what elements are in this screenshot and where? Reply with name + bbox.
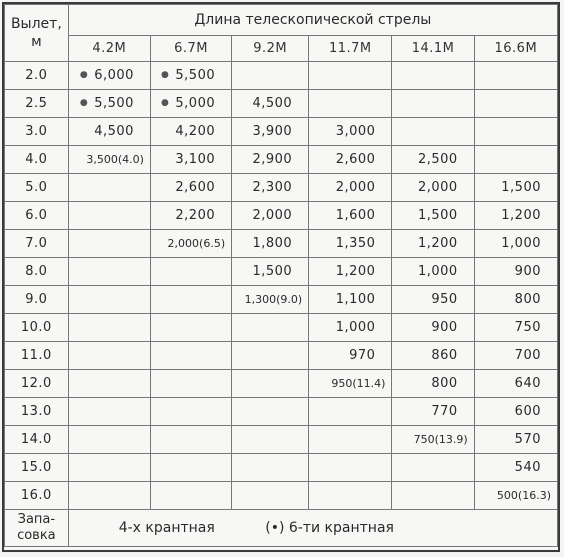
table-row	[5, 454, 558, 482]
capacity-cell	[474, 146, 557, 174]
capacity-cell	[392, 118, 474, 146]
capacity-cell	[68, 90, 150, 118]
capacity-cell	[474, 202, 557, 230]
capacity-cell	[474, 118, 557, 146]
capacity-cell	[474, 174, 557, 202]
table-row	[5, 118, 558, 146]
capacity-cell	[150, 314, 231, 342]
capacity-cell	[232, 146, 309, 174]
legend-6-part: (•) 6-ти крантная	[265, 520, 394, 536]
capacity-cell	[150, 370, 231, 398]
radius-cell: 6.0	[5, 202, 69, 230]
capacity-cell	[232, 398, 309, 426]
radius-cell: 16.0	[5, 482, 69, 510]
capacity-cell	[392, 342, 474, 370]
capacity-cell	[392, 370, 474, 398]
capacity-value: 800	[514, 292, 541, 307]
table-row	[5, 202, 558, 230]
table-row	[5, 426, 558, 454]
capacity-cell	[474, 314, 557, 342]
capacity-cell	[150, 482, 231, 510]
legend-4-part: 4-х крантная	[118, 520, 215, 536]
capacity-value: 4,500	[94, 124, 134, 139]
capacity-value: 640	[514, 376, 541, 391]
capacity-cell	[232, 370, 309, 398]
capacity-value: 600	[514, 404, 541, 419]
radius-cell: 14.0	[5, 426, 69, 454]
six-part-marker-icon: ●	[161, 98, 170, 108]
capacity-value: 1,200	[501, 208, 541, 223]
footer-row	[5, 510, 558, 547]
capacity-cell	[232, 62, 309, 90]
capacity-cell	[150, 90, 231, 118]
capacity-cell	[232, 230, 309, 258]
capacity-cell	[309, 230, 392, 258]
capacity-cell	[474, 230, 557, 258]
capacity-value: 1,000	[417, 264, 458, 279]
capacity-cell	[68, 174, 150, 202]
capacity-value: 950	[431, 292, 458, 307]
capacity-cell	[309, 62, 392, 90]
table-row	[5, 342, 558, 370]
table-row	[5, 174, 558, 202]
capacity-cell	[309, 90, 392, 118]
capacity-cell	[150, 454, 231, 482]
capacity-cell	[474, 426, 557, 454]
capacity-value: 5,500	[94, 96, 134, 111]
table-row	[5, 398, 558, 426]
table-body	[5, 62, 558, 510]
capacity-cell	[309, 426, 392, 454]
boom-length-col: 16.6M	[474, 36, 557, 62]
radius-header-line2: м	[31, 34, 42, 50]
capacity-cell	[392, 398, 474, 426]
table-row	[5, 90, 558, 118]
capacity-cell	[68, 342, 150, 370]
boom-length-col: 4.2M	[68, 36, 150, 62]
table-row	[5, 370, 558, 398]
capacity-value: 1,800	[252, 236, 293, 251]
capacity-cell	[392, 90, 474, 118]
capacity-value: 2,000	[417, 180, 458, 195]
capacity-cell	[309, 314, 392, 342]
capacity-value: 1,300(9.0)	[244, 293, 303, 306]
capacity-cell	[309, 174, 392, 202]
capacity-value: 1,000	[501, 236, 541, 251]
capacity-cell	[150, 342, 231, 370]
capacity-value: 500(16.3)	[496, 489, 551, 502]
radius-cell: 2.0	[5, 62, 69, 90]
capacity-value: 700	[514, 348, 541, 363]
radius-cell: 2.5	[5, 90, 69, 118]
capacity-value: 2,200	[175, 208, 216, 223]
capacity-cell	[150, 398, 231, 426]
six-part-marker-icon: ●	[79, 98, 89, 108]
six-part-marker-icon: ●	[79, 70, 89, 80]
capacity-cell	[474, 342, 557, 370]
capacity-cell	[309, 370, 392, 398]
capacity-value: 4,500	[252, 96, 293, 111]
capacity-cell	[68, 454, 150, 482]
boom-length-col: 6.7M	[150, 36, 231, 62]
capacity-cell	[68, 482, 150, 510]
capacity-value: 1,100	[335, 292, 376, 307]
radius-header	[5, 5, 69, 62]
capacity-cell	[232, 454, 309, 482]
radius-cell: 15.0	[5, 454, 69, 482]
capacity-cell	[68, 62, 150, 90]
capacity-cell	[392, 426, 474, 454]
capacity-cell	[309, 146, 392, 174]
radius-cell: 11.0	[5, 342, 69, 370]
capacity-value: 750	[514, 320, 541, 335]
capacity-cell	[474, 482, 557, 510]
table-row	[5, 230, 558, 258]
capacity-value: 2,900	[252, 152, 293, 167]
capacity-cell	[309, 454, 392, 482]
capacity-value: 2,500	[417, 152, 458, 167]
capacity-cell	[232, 342, 309, 370]
capacity-cell	[392, 258, 474, 286]
capacity-cell	[309, 258, 392, 286]
capacity-cell	[232, 314, 309, 342]
capacity-cell	[232, 202, 309, 230]
capacity-value: 950(11.4)	[331, 377, 386, 390]
capacity-cell	[68, 146, 150, 174]
capacity-cell	[392, 202, 474, 230]
capacity-cell	[309, 342, 392, 370]
capacity-value: 5,000	[175, 96, 216, 111]
capacity-cell	[232, 286, 309, 314]
reeving-legend	[68, 510, 557, 547]
capacity-cell	[150, 62, 231, 90]
capacity-value: 1,200	[417, 236, 458, 251]
boom-length-header: Длина телескопической стрелы	[68, 5, 557, 36]
capacity-value: 3,000	[335, 124, 376, 139]
boom-length-col: 14.1M	[392, 36, 474, 62]
radius-cell: 10.0	[5, 314, 69, 342]
table-row	[5, 482, 558, 510]
capacity-cell	[68, 258, 150, 286]
capacity-value: 2,000(6.5)	[167, 237, 226, 250]
table-row	[5, 314, 558, 342]
capacity-value: 4,200	[175, 124, 216, 139]
capacity-value: 2,000	[335, 180, 376, 195]
boom-length-col: 11.7M	[309, 36, 392, 62]
capacity-cell	[150, 426, 231, 454]
capacity-value: 3,100	[175, 152, 216, 167]
capacity-cell	[232, 482, 309, 510]
capacity-cell	[392, 482, 474, 510]
capacity-cell	[150, 286, 231, 314]
reeving-label	[5, 510, 69, 547]
capacity-value: 1,000	[335, 320, 376, 335]
radius-cell: 4.0	[5, 146, 69, 174]
load-chart-sheet	[2, 2, 560, 552]
capacity-value: 1,500	[252, 264, 293, 279]
capacity-value: 770	[431, 404, 458, 419]
capacity-value: 1,500	[501, 180, 541, 195]
radius-cell: 7.0	[5, 230, 69, 258]
table-row	[5, 286, 558, 314]
radius-cell: 3.0	[5, 118, 69, 146]
capacity-cell	[474, 398, 557, 426]
radius-cell: 8.0	[5, 258, 69, 286]
capacity-cell	[150, 202, 231, 230]
capacity-value: 1,500	[417, 208, 458, 223]
capacity-cell	[392, 314, 474, 342]
capacity-value: 3,900	[252, 124, 293, 139]
capacity-cell	[474, 286, 557, 314]
capacity-cell	[392, 146, 474, 174]
capacity-value: 1,200	[335, 264, 376, 279]
radius-cell: 9.0	[5, 286, 69, 314]
capacity-value: 3,500(4.0)	[86, 153, 144, 166]
capacity-cell	[474, 370, 557, 398]
capacity-value: 5,500	[175, 68, 216, 83]
capacity-cell	[309, 118, 392, 146]
six-part-marker-icon: ●	[161, 70, 170, 80]
load-table	[4, 4, 558, 547]
capacity-value: 2,000	[252, 208, 293, 223]
capacity-cell	[150, 174, 231, 202]
capacity-value: 860	[431, 348, 458, 363]
capacity-value: 2,300	[252, 180, 293, 195]
radius-cell: 12.0	[5, 370, 69, 398]
capacity-cell	[392, 62, 474, 90]
capacity-cell	[474, 90, 557, 118]
capacity-cell	[68, 370, 150, 398]
capacity-value: 1,600	[335, 208, 376, 223]
capacity-cell	[232, 90, 309, 118]
capacity-cell	[68, 118, 150, 146]
capacity-cell	[392, 174, 474, 202]
capacity-value: 540	[514, 460, 541, 475]
radius-header-line1: Вылет,	[10, 16, 62, 32]
capacity-cell	[232, 426, 309, 454]
radius-cell: 5.0	[5, 174, 69, 202]
capacity-cell	[474, 62, 557, 90]
capacity-cell	[232, 174, 309, 202]
capacity-value: 2,600	[175, 180, 216, 195]
capacity-cell	[150, 118, 231, 146]
capacity-value: 750(13.9)	[413, 433, 468, 446]
capacity-value: 570	[514, 432, 541, 447]
capacity-cell	[68, 230, 150, 258]
capacity-cell	[232, 118, 309, 146]
capacity-cell	[68, 398, 150, 426]
boom-length-col: 9.2M	[232, 36, 309, 62]
capacity-cell	[150, 230, 231, 258]
capacity-cell	[392, 454, 474, 482]
capacity-cell	[474, 454, 557, 482]
capacity-value: 800	[431, 376, 458, 391]
reeving-label-line2: совка	[17, 528, 56, 543]
table-row	[5, 146, 558, 174]
capacity-cell	[68, 426, 150, 454]
reeving-label-line1: Запа-	[17, 512, 56, 527]
capacity-value: 1,350	[335, 236, 376, 251]
radius-cell: 13.0	[5, 398, 69, 426]
capacity-cell	[474, 258, 557, 286]
capacity-cell	[309, 482, 392, 510]
capacity-value: 6,000	[94, 68, 134, 83]
capacity-cell	[309, 398, 392, 426]
capacity-value: 970	[349, 348, 376, 363]
capacity-cell	[309, 202, 392, 230]
capacity-value: 2,600	[335, 152, 376, 167]
capacity-cell	[150, 258, 231, 286]
capacity-cell	[392, 230, 474, 258]
capacity-cell	[392, 286, 474, 314]
table-row	[5, 258, 558, 286]
capacity-cell	[309, 286, 392, 314]
capacity-cell	[68, 202, 150, 230]
capacity-cell	[232, 258, 309, 286]
capacity-cell	[68, 314, 150, 342]
capacity-value: 900	[431, 320, 458, 335]
capacity-cell	[150, 146, 231, 174]
capacity-cell	[68, 286, 150, 314]
capacity-value: 900	[514, 264, 541, 279]
table-row	[5, 62, 558, 90]
